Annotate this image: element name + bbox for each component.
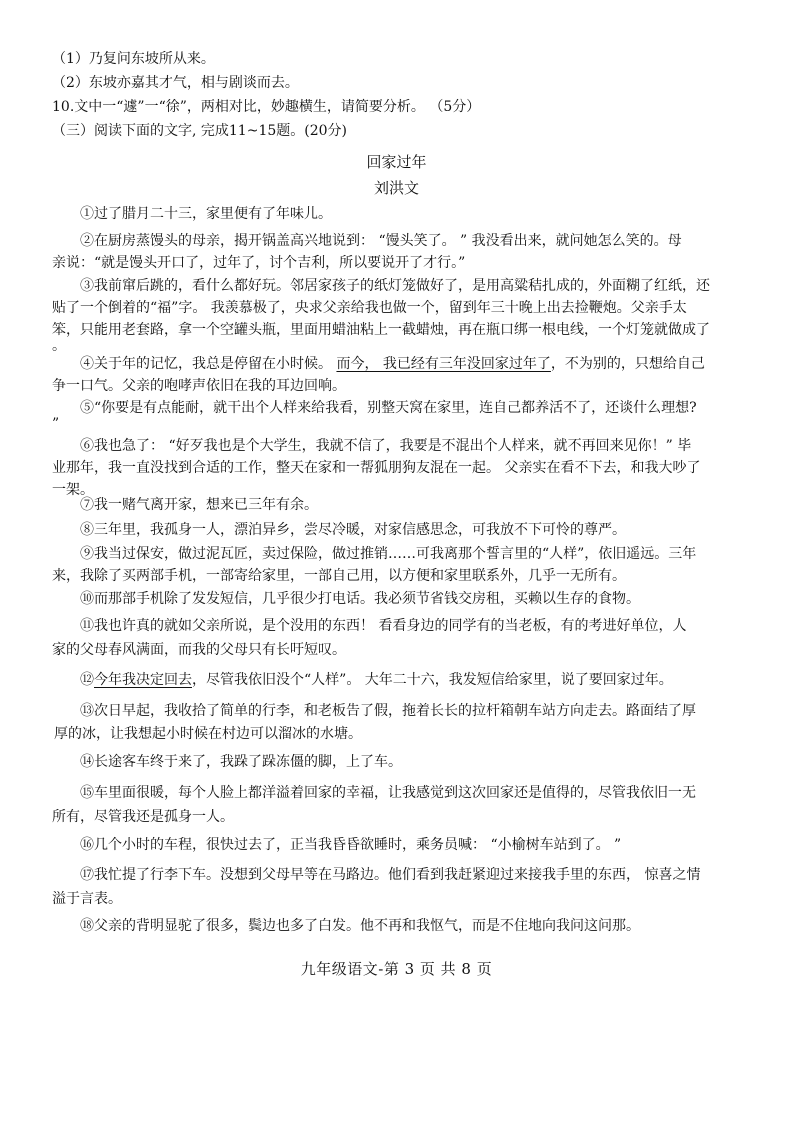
paragraph-4-text-start: ④关于年的记忆，我总是停留在小时候。 [80,356,337,372]
paragraph-13-line-2: 厚的冰，让我想起小时候在村边可以溜冰的水塘。 [54,726,362,742]
paragraph-12-number: ⑫ [80,672,94,688]
paragraph-3-line-4: 。 [52,338,66,354]
page-footer: 九年级语文-第 3 页 共 8 页 [300,960,493,978]
paragraph-6-line-2: 业那年，我一直没找到合适的工作，整天在家和一帮狐朋狗友混在一起。 父亲实在看不下去，和我大吵了 [52,460,701,476]
paragraph-9-line-1: ⑨我当过保安，做过泥瓦匠，卖过保险，做过推销……可我离那个誓言里的“人样”，依旧遥远。三年 [80,546,697,562]
paragraph-6-line-3: 一架。 [52,482,94,498]
question-2-text: （2）东坡亦嘉其才气，相与剧谈而去。 [52,75,299,91]
paragraph-3-line-1: ③我前窜后跳的，看什么都好玩。邻居家孩子的纸灯笼做好了，是用高粱秸扎成的，外面糊了红纸，还 [80,278,710,294]
paragraph-11-line-2: 家的父母春风满面，而我的父母只有长吁短叹。 [52,642,346,658]
paragraph-10: ⑩而那部手机除了发发短信，几乎很少打电话。我必须节省钱交房租，买赖以生存的食物。 [80,591,640,607]
paragraph-16: ⑯几个小时的车程，很快过去了，正当我昏昏欲睡时，乘务员喊： “小榆树车站到了。 ” [80,837,622,853]
paragraph-1: ①过了腊月二十三，家里便有了年味儿。 [80,206,332,222]
article-author: 刘洪文 [373,179,419,197]
paragraph-12 [80,668,780,692]
paragraph-4-line-2: 争一口气。父亲的咆哮声依旧在我的耳边回响。 [52,378,346,394]
section-3-heading: （三）阅读下面的文字, 完成11~15题。(20分) [52,123,347,139]
paragraph-7: ⑦我一赌气离开家，想来已三年有余。 [80,497,318,513]
paragraph-9-line-2: 来，我除了买两部手机，一部寄给家里，一部自己用，以方便和家里联系外，几乎一无所有。 [52,568,626,584]
paragraph-4-text-end: ，不为别的，只想给自己 [550,356,705,372]
paragraph-8: ⑧三年里，我孤身一人，漂泊异乡，尝尽冷暖，对家信感思念，可我放不下可怜的尊严。 [80,522,626,538]
paragraph-3-line-3: 笨，只能用老套路，拿一个空罐头瓶，里面用蜡油粘上一截蜡烛，再在瓶口绑一根电线，一个灯笼就做成了 [52,322,710,338]
paragraph-2-line-1: ②在厨房蒸馒头的母亲，揭开锅盖高兴地说到： “馒头笑了。 ” 我没看出来，就问她怎么笑的。母 [80,233,682,249]
paragraph-11-line-1: ⑪我也许真的就如父亲所说，是个没用的东西！ 看看身边的同学有的当老板，有的考进好单位，人 [80,618,687,634]
paragraph-12-underlined-sentence: 今年我决定回去 [94,672,192,688]
paragraph-4-line-1 [80,352,780,376]
paragraph-4-underlined-sentence: 而今， 我已经有三年没回家过年了 [336,356,551,372]
paragraph-15-line-2: 所有，尽管我还是孤身一人。 [52,809,234,825]
paragraph-12-text-end: ，尽管我依旧没个“人样”。 大年二十六，我发短信给家里，说了要回家过年。 [192,672,673,688]
paragraph-17-line-2: 溢于言表。 [52,891,122,907]
paragraph-14: ⑭长途客车终于来了，我跺了跺冻僵的脚，上了车。 [80,754,402,770]
paragraph-18: ⑱父亲的背明显驼了很多，鬓边也多了白发。他不再和我怄气，而是不住地向我问这问那。 [80,918,640,934]
paragraph-3-line-2: 贴了一个倒着的“福”字。 我羡慕极了，央求父亲给我也做一个，留到年三十晚上出去捡鞭炮。父亲手太 [52,300,687,316]
article-title: 回家过年 [366,153,427,171]
paragraph-2-line-2: 亲说：“就是馒头开口了，过年了，讨个吉利，所以要说开了才行。” [52,255,466,271]
paragraph-13-line-1: ⑬次日早起，我收拾了简单的行李，和老板告了假，拖着长长的拉杆箱朝车站方向走去。路面结了厚 [80,703,696,719]
paragraph-6-line-1: ⑥我也急了： “好歹我也是个大学生，我就不信了，我要是不混出个人样来，就不再回来见你！” 毕 [80,438,692,454]
paragraph-15-line-1: ⑮车里面很暖，每个人脸上都洋溢着回家的幸福，让我感觉到这次回家还是值得的，尽管我依旧一无 [80,785,696,801]
paragraph-17-line-1: ⑰我忙提了行李下车。没想到父母早等在马路边。他们看到我赶紧迎过来接我手里的东西， 惊喜之情 [80,867,701,883]
paragraph-5-line-1: ⑤“你要是有点能耐，就干出个人样来给我看，别整天窝在家里，连自己都养活不了，还谈什么理想? [80,400,697,416]
question-1-text: （1）乃复问东坡所从来。 [52,51,215,67]
question-10-text: 10.文中一“遽”一“徐”，两相对比，妙趣横生，请简要分析。 （5分） [52,99,481,115]
paragraph-5-line-2: ” [52,416,60,432]
